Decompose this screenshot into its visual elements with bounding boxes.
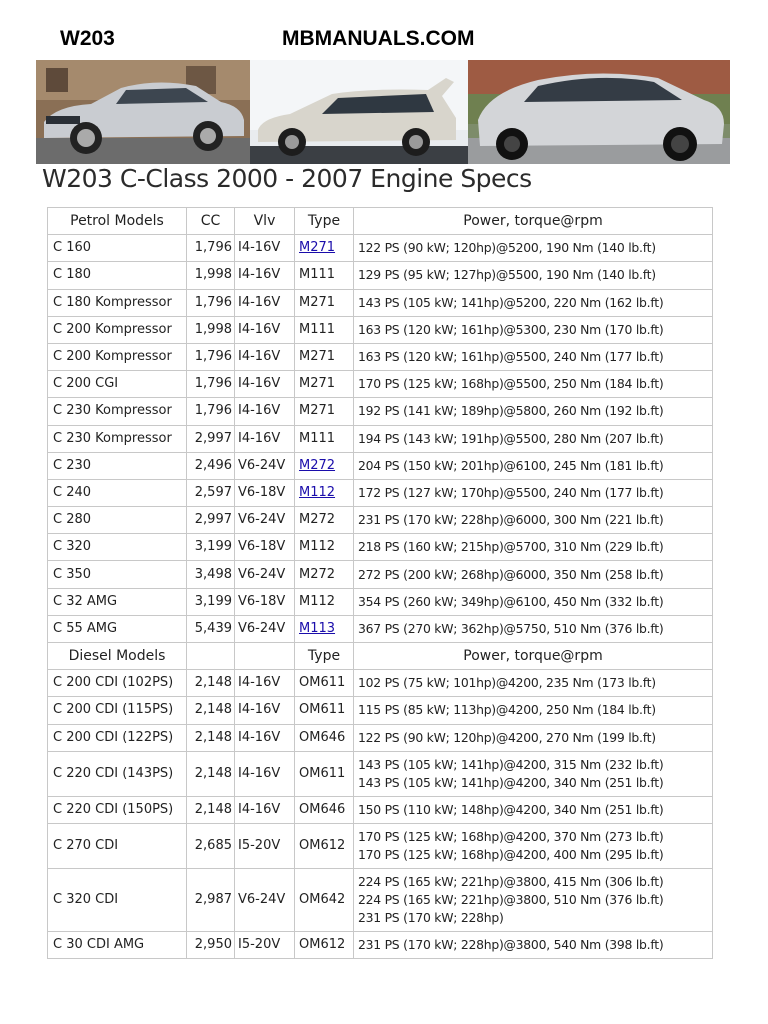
power-torque-cell (354, 615, 713, 642)
model-cell: C 240 (48, 479, 187, 506)
table-row (48, 615, 713, 642)
model-cell: C 320 (48, 534, 187, 561)
cc-cell: 2,148 (187, 697, 235, 724)
power-torque-line: 150 PS (110 kW; 148hp)@4200, 340 Nm (251 lb.ft) (358, 801, 664, 817)
valve-cell: I4-16V (235, 316, 295, 343)
petrol-rows (48, 235, 713, 643)
table-row (48, 425, 713, 452)
diesel-power-header: Power, torque@rpm (354, 643, 713, 670)
cc-cell: 2,148 (187, 670, 235, 697)
engine-type-cell: OM612 (295, 931, 354, 958)
power-torque-cell (354, 931, 713, 958)
cc-cell: 2,685 (187, 823, 235, 868)
engine-type-cell: OM611 (295, 697, 354, 724)
model-cell: C 200 CGI (48, 371, 187, 398)
model-cell: C 230 Kompressor (48, 425, 187, 452)
cc-cell: 1,998 (187, 262, 235, 289)
engine-type-cell: OM646 (295, 724, 354, 751)
power-torque-line: 218 PS (160 kW; 215hp)@5700, 310 Nm (229 lb.ft) (358, 539, 664, 555)
model-cell: C 230 (48, 452, 187, 479)
power-torque-line: 102 PS (75 kW; 101hp)@4200, 235 Nm (173 lb.ft) (358, 675, 656, 691)
cc-cell: 2,950 (187, 931, 235, 958)
model-cell: C 270 CDI (48, 823, 187, 868)
vlv-header: Vlv (235, 208, 295, 235)
model-code-label: W203 (60, 27, 115, 50)
table-row (48, 588, 713, 615)
engine-type-cell (295, 235, 354, 262)
cc-cell: 2,148 (187, 796, 235, 823)
table-row (48, 561, 713, 588)
power-torque-line: 163 PS (120 kW; 161hp)@5500, 240 Nm (177 lb.ft) (358, 349, 664, 365)
engine-type-cell: M271 (295, 371, 354, 398)
power-torque-cell (354, 823, 713, 868)
power-torque-cell (354, 534, 713, 561)
table-row (48, 479, 713, 506)
table-row (48, 724, 713, 751)
valve-cell: I4-16V (235, 235, 295, 262)
engine-type-cell: OM612 (295, 823, 354, 868)
power-torque-cell (354, 796, 713, 823)
power-torque-line: 143 PS (105 kW; 141hp)@5200, 220 Nm (162 lb.ft) (358, 294, 664, 310)
model-cell: C 160 (48, 235, 187, 262)
model-cell: C 220 CDI (150PS) (48, 796, 187, 823)
engine-type-link[interactable]: M272 (299, 457, 336, 473)
valve-cell: I4-16V (235, 670, 295, 697)
model-cell: C 200 Kompressor (48, 343, 187, 370)
engine-type-cell: M112 (295, 588, 354, 615)
power-torque-cell (354, 724, 713, 751)
valve-cell: V6-24V (235, 452, 295, 479)
power-torque-cell (354, 371, 713, 398)
valve-cell: I4-16V (235, 343, 295, 370)
cc-cell: 1,998 (187, 316, 235, 343)
model-cell: C 200 Kompressor (48, 316, 187, 343)
model-cell: C 220 CDI (143PS) (48, 751, 187, 796)
diesel-type-header: Type (295, 643, 354, 670)
table-row (48, 235, 713, 262)
table-row (48, 697, 713, 724)
engine-specs-table (47, 207, 713, 959)
power-torque-line: 143 PS (105 kW; 141hp)@4200, 315 Nm (232 lb.ft) (358, 756, 664, 772)
power-torque-line: 163 PS (120 kW; 161hp)@5300, 230 Nm (170 lb.ft) (358, 321, 664, 337)
valve-cell: V6-24V (235, 615, 295, 642)
model-cell: C 180 (48, 262, 187, 289)
table-row (48, 796, 713, 823)
site-name-label: MBMANUALS.COM (282, 27, 475, 50)
table-row (48, 343, 713, 370)
valve-cell: I5-20V (235, 823, 295, 868)
power-torque-line: 231 PS (170 kW; 228hp)@6000, 300 Nm (221 lb.ft) (358, 512, 664, 528)
table-row (48, 316, 713, 343)
power-torque-cell (354, 289, 713, 316)
engine-type-cell: M111 (295, 425, 354, 452)
model-cell: C 320 CDI (48, 868, 187, 931)
diesel-models-header: Diesel Models (48, 643, 187, 670)
valve-cell: V6-24V (235, 868, 295, 931)
cc-cell: 1,796 (187, 371, 235, 398)
power-torque-line: 129 PS (95 kW; 127hp)@5500, 190 Nm (140 lb.ft) (358, 267, 656, 283)
cc-header: CC (187, 208, 235, 235)
power-torque-line: 170 PS (125 kW; 168hp)@4200, 400 Nm (295 lb.ft) (358, 846, 664, 862)
power-torque-line: 194 PS (143 kW; 191hp)@5500, 280 Nm (207 lb.ft) (358, 430, 664, 446)
engine-type-link[interactable]: M271 (299, 240, 336, 256)
power-torque-line: 231 PS (170 kW; 228hp)@3800, 540 Nm (398 lb.ft) (358, 937, 664, 953)
power-torque-cell (354, 316, 713, 343)
diesel-header-row (48, 643, 713, 670)
power-torque-line: 204 PS (150 kW; 201hp)@6100, 245 Nm (181 lb.ft) (358, 457, 664, 473)
table-row (48, 751, 713, 796)
valve-cell: I5-20V (235, 931, 295, 958)
car-photo-sedan (36, 60, 250, 164)
valve-cell: V6-18V (235, 534, 295, 561)
model-cell: C 200 CDI (115PS) (48, 697, 187, 724)
valve-cell: I4-16V (235, 724, 295, 751)
power-torque-line: 354 PS (260 kW; 349hp)@6100, 450 Nm (332 lb.ft) (358, 593, 664, 609)
table-row (48, 823, 713, 868)
table-row (48, 398, 713, 425)
diesel-vlv-header-empty (235, 643, 295, 670)
power-torque-line: 122 PS (90 kW; 120hp)@4200, 270 Nm (199 lb.ft) (358, 729, 656, 745)
diesel-rows (48, 670, 713, 959)
cc-cell: 2,148 (187, 751, 235, 796)
engine-type-cell: M272 (295, 561, 354, 588)
valve-cell: V6-24V (235, 507, 295, 534)
diesel-cc-header-empty (187, 643, 235, 670)
cc-cell: 2,496 (187, 452, 235, 479)
engine-type-cell: OM642 (295, 868, 354, 931)
car-photo-strip (36, 60, 730, 164)
cc-cell: 1,796 (187, 343, 235, 370)
cc-cell: 2,148 (187, 724, 235, 751)
model-cell: C 55 AMG (48, 615, 187, 642)
power-torque-cell (354, 588, 713, 615)
valve-cell: I4-16V (235, 796, 295, 823)
table-row (48, 371, 713, 398)
cc-cell: 3,199 (187, 534, 235, 561)
engine-type-cell: M272 (295, 507, 354, 534)
cc-cell: 2,997 (187, 507, 235, 534)
valve-cell: V6-24V (235, 561, 295, 588)
power-torque-cell (354, 561, 713, 588)
power-torque-line: 231 PS (170 kW; 228hp) (358, 909, 504, 925)
power-torque-cell (354, 425, 713, 452)
model-cell: C 230 Kompressor (48, 398, 187, 425)
model-cell: C 180 Kompressor (48, 289, 187, 316)
valve-cell: I4-16V (235, 697, 295, 724)
table-row (48, 289, 713, 316)
power-torque-cell (354, 751, 713, 796)
cc-cell: 1,796 (187, 289, 235, 316)
model-cell: C 200 CDI (122PS) (48, 724, 187, 751)
power-torque-cell (354, 452, 713, 479)
valve-cell: I4-16V (235, 425, 295, 452)
valve-cell: I4-16V (235, 262, 295, 289)
cc-cell: 3,199 (187, 588, 235, 615)
cc-cell: 1,796 (187, 235, 235, 262)
engine-type-cell: OM611 (295, 670, 354, 697)
engine-type-cell: OM611 (295, 751, 354, 796)
power-torque-line: 115 PS (85 kW; 113hp)@4200, 250 Nm (184 lb.ft) (358, 702, 656, 718)
car-photo-coupe (468, 60, 730, 164)
engine-type-cell: M112 (295, 534, 354, 561)
power-torque-line: 224 PS (165 kW; 221hp)@3800, 510 Nm (376 lb.ft) (358, 891, 664, 907)
power-torque-line: 272 PS (200 kW; 268hp)@6000, 350 Nm (258 lb.ft) (358, 566, 664, 582)
model-cell: C 200 CDI (102PS) (48, 670, 187, 697)
model-cell: C 30 CDI AMG (48, 931, 187, 958)
table-row (48, 262, 713, 289)
power-torque-cell (354, 262, 713, 289)
engine-type-cell (295, 452, 354, 479)
cc-cell: 2,987 (187, 868, 235, 931)
table-row (48, 868, 713, 931)
cc-cell: 5,439 (187, 615, 235, 642)
engine-type-cell: M271 (295, 289, 354, 316)
power-torque-line: 172 PS (127 kW; 170hp)@5500, 240 Nm (177 lb.ft) (358, 484, 664, 500)
table-row (48, 670, 713, 697)
engine-type-cell: M271 (295, 398, 354, 425)
power-torque-line: 192 PS (141 kW; 189hp)@5800, 260 Nm (192 lb.ft) (358, 403, 664, 419)
engine-type-link[interactable]: M113 (299, 620, 336, 636)
engine-type-cell (295, 615, 354, 642)
table-row (48, 534, 713, 561)
valve-cell: I4-16V (235, 289, 295, 316)
engine-type-cell (295, 479, 354, 506)
cc-cell: 2,997 (187, 425, 235, 452)
valve-cell: I4-16V (235, 751, 295, 796)
power-torque-line: 122 PS (90 kW; 120hp)@5200, 190 Nm (140 lb.ft) (358, 240, 656, 256)
engine-type-link[interactable]: M112 (299, 484, 336, 500)
power-torque-cell (354, 868, 713, 931)
cc-cell: 3,498 (187, 561, 235, 588)
power-torque-line: 143 PS (105 kW; 141hp)@4200, 340 Nm (251 lb.ft) (358, 774, 664, 790)
petrol-header-row (48, 208, 713, 235)
power-torque-cell (354, 479, 713, 506)
engine-type-cell: M271 (295, 343, 354, 370)
valve-cell: V6-18V (235, 479, 295, 506)
power-torque-cell (354, 398, 713, 425)
power-torque-cell (354, 343, 713, 370)
table-row (48, 452, 713, 479)
model-cell: C 32 AMG (48, 588, 187, 615)
power-torque-cell (354, 507, 713, 534)
model-cell: C 350 (48, 561, 187, 588)
type-header: Type (295, 208, 354, 235)
engine-type-cell: M111 (295, 316, 354, 343)
power-torque-line: 224 PS (165 kW; 221hp)@3800, 415 Nm (306 lb.ft) (358, 873, 664, 889)
valve-cell: I4-16V (235, 371, 295, 398)
engine-type-cell: M111 (295, 262, 354, 289)
power-torque-line: 367 PS (270 kW; 362hp)@5750, 510 Nm (376 lb.ft) (358, 620, 664, 636)
valve-cell: I4-16V (235, 398, 295, 425)
car-photo-estate (250, 60, 468, 164)
table-row (48, 507, 713, 534)
cc-cell: 1,796 (187, 398, 235, 425)
power-torque-cell (354, 697, 713, 724)
table-row (48, 931, 713, 958)
power-torque-cell (354, 670, 713, 697)
valve-cell: V6-18V (235, 588, 295, 615)
power-header: Power, torque@rpm (354, 208, 713, 235)
engine-type-cell: OM646 (295, 796, 354, 823)
page-title: W203 C-Class 2000 - 2007 Engine Specs (42, 164, 532, 193)
power-torque-line: 170 PS (125 kW; 168hp)@4200, 370 Nm (273 lb.ft) (358, 828, 664, 844)
power-torque-line: 170 PS (125 kW; 168hp)@5500, 250 Nm (184 lb.ft) (358, 376, 664, 392)
cc-cell: 2,597 (187, 479, 235, 506)
petrol-models-header: Petrol Models (48, 208, 187, 235)
power-torque-cell (354, 235, 713, 262)
model-cell: C 280 (48, 507, 187, 534)
